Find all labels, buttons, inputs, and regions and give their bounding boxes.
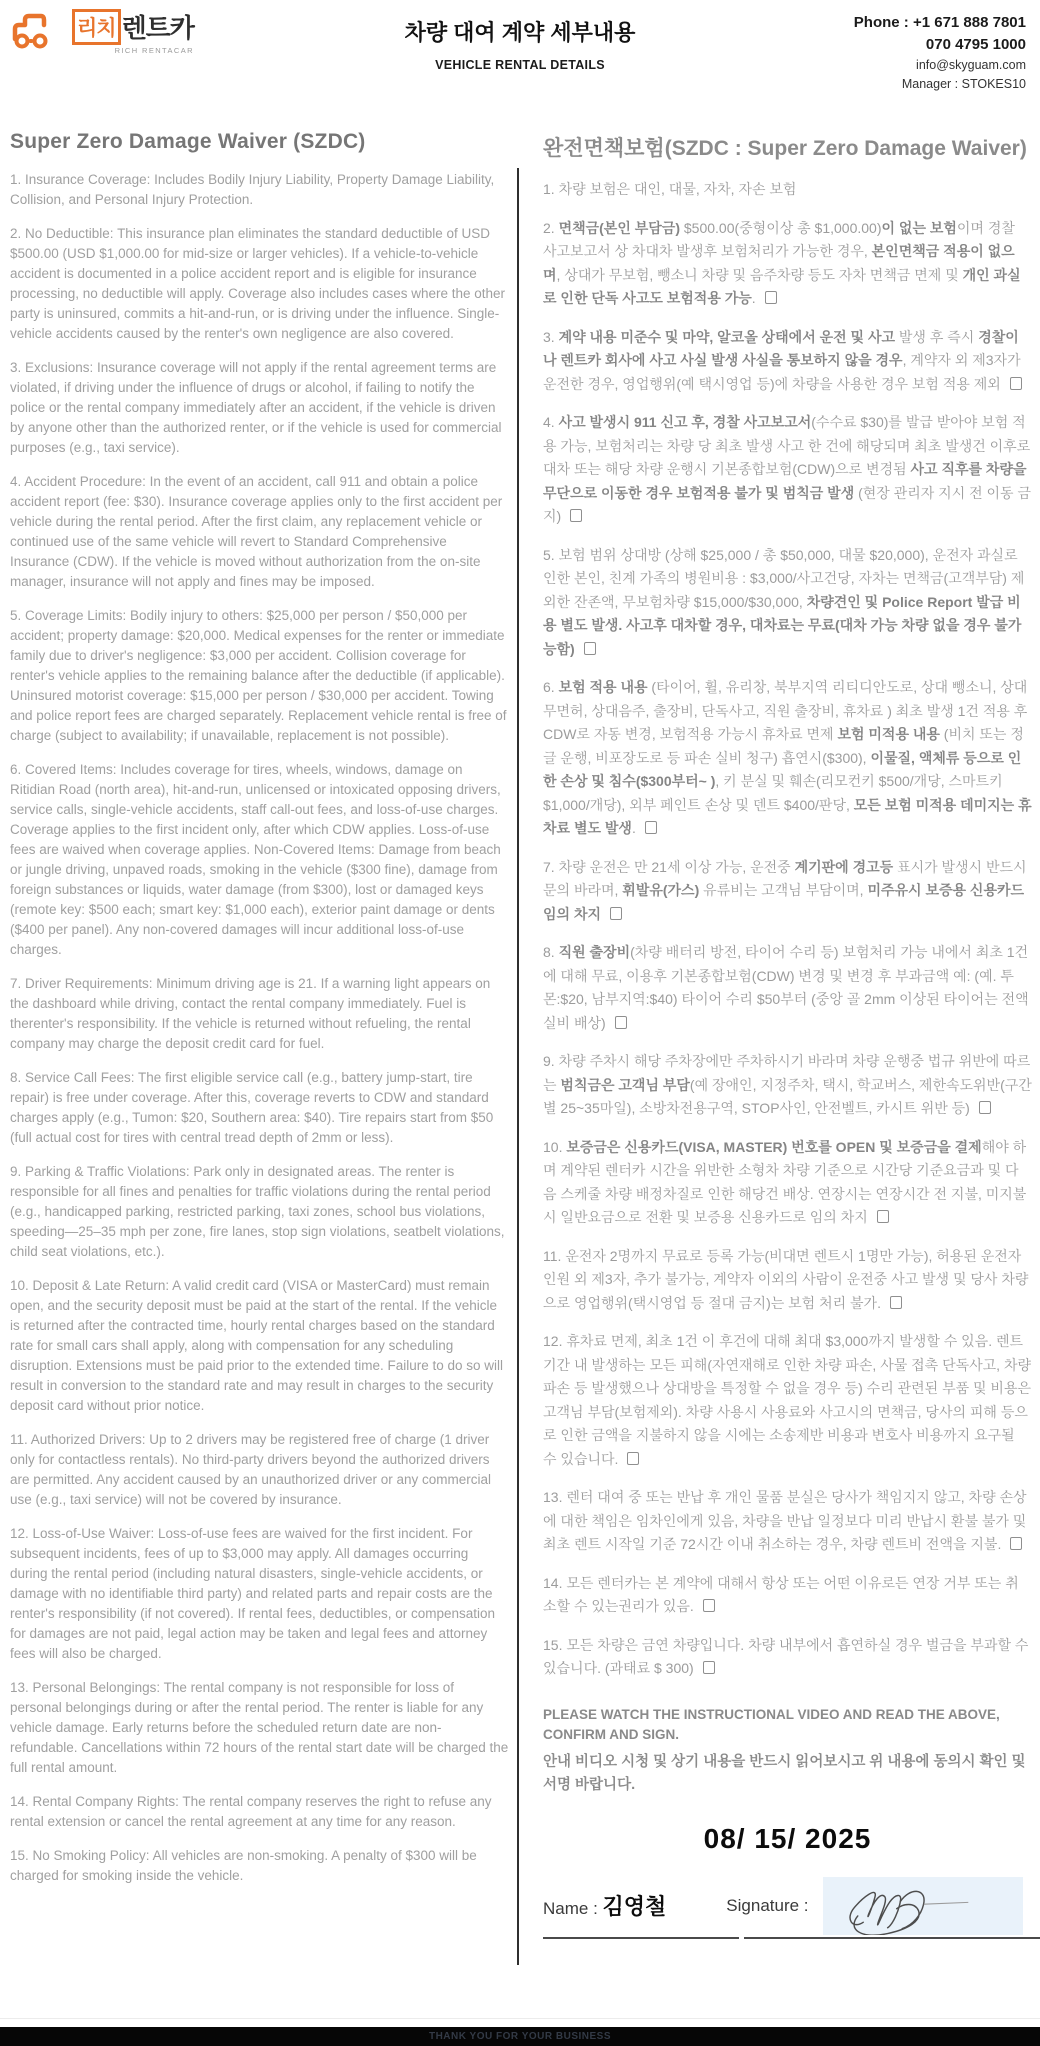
- body-text: 5. 보험 범위 상대방 (상해 $25,000 / 총 $50,000, 대물 $20,000), 운전자 과실로 인한 본인, 친계 가족의 병원비용 : $3,000/사고건당, 자차는 면책금(고객부담) 제외한 잔존액, 무보험차량 $15,000/$30,000,: [543, 546, 1025, 610]
- body-text: .: [631, 820, 640, 836]
- emphasized-text: 휘발유(가스): [622, 882, 700, 898]
- footer-hairline: [0, 2018, 1040, 2019]
- signature-label: Signature :: [726, 1895, 809, 1915]
- policy-paragraph-en: 6. Covered Items: Includes coverage for tires, wheels, windows, damage on Ritidian Road (north area), hit-and-run, unlicensed or intoxicated opposing drivers, service calls, single-vehicle accidents, staff call-out fees, and loss-of-use charges. Coverage applies to the first incident only, after which CDW applies. Loss-of-use fees are waived when coverage applies. Non-Covered Items: Damage from beach or jungle driving, unpaved roads, smoking in the vehicle ($300 fine), damage from foreign substances or liquids, water damage (from $300), lost or damaged keys (remote key: $500 each; smart key: $1,000 each), exterior paint damage or dents ($400 per panel). Any non-covered damages will incur additional loss-of-use charges.: [10, 762, 501, 957]
- policy-paragraph-ko: [543, 1330, 1032, 1471]
- name-label: Name :: [543, 1899, 603, 1918]
- body-text: 이며 경찰 사고보고서 상 차대차 발생후 보험처리가 가능한 경우,: [543, 219, 1015, 259]
- policy-paragraph-ko: [543, 1136, 1032, 1230]
- email-address: info@skyguam.com: [916, 58, 1026, 72]
- emphasized-text: 면책금(본인 부담금): [558, 219, 680, 236]
- policy-paragraph-en: 8. Service Call Fees: The first eligible service call (e.g., battery jump-start, tire repair) is free under coverage. After this, coverage reverts to CDW and standard charges apply (e.g., Tumon: $20, Southern area: $40). Tire repairs start from $50 (full actual cost for tires with central tread depth of 2mm or less).: [10, 1070, 494, 1145]
- agreement-checkbox[interactable]: [877, 1210, 889, 1223]
- policy-paragraph-ko: [543, 856, 1032, 927]
- body-text: (비치 또는 정글 운행, 비포장도로 등 파손 실비 청구) 흡연시($300),: [543, 726, 1024, 766]
- policy-paragraph-en: 15. No Smoking Policy: All vehicles are non-smoking. A penalty of $300 will be charged for smoking inside the vehicle.: [10, 1848, 477, 1883]
- phone-number-1: Phone : +1 671 888 7801: [853, 14, 1026, 31]
- body-text: , 계약자 외 제3자가 운전한 경우, 영업행위(예 택시영업 등)에 차량을 사용한 경우 보험 적용 제외: [543, 352, 1021, 392]
- contact-block: [854, 12, 1026, 94]
- emphasized-text: 범칙금은 고객님 부담: [560, 1076, 690, 1093]
- logo-subtitle: RICH RENTACAR: [114, 46, 194, 55]
- body-text: 9. 차량 주차시 해당 주차장에만 주차하시기 바라며 차량 운행중 법규 위반에 따르는: [543, 1053, 1031, 1093]
- emphasized-text: 직원 출장비: [558, 944, 631, 960]
- content-columns: [0, 100, 1040, 1965]
- emphasized-text: 본인면책금 적용이 없으며: [543, 243, 1015, 283]
- emphasized-text: 계기판에 경고등: [794, 858, 894, 875]
- agreement-checkbox[interactable]: [1010, 377, 1022, 390]
- policy-paragraph-en: 12. Loss-of-Use Waiver: Loss-of-use fees are waived for the first incident. For subsequent incidents, fees of up to $3,000 may apply. All damages occurring during the rental period (including natural disasters, single-vehicle accidents, or damage with no identifiable third party) and related parts and repair costs are the renter's responsibility (if not covered). If rental fees, deductibles, or compensation for damages are not paid, legal action may be taken and legal fees and attorney fees will also be charged.: [10, 1526, 496, 1661]
- body-text: $500.00(중형이상 총 $1,000.00): [679, 219, 882, 236]
- manager-name: Manager : STOKES10: [901, 77, 1026, 91]
- korean-section-heading: 완전면책보험(SZDC : Super Zero Damage Waiver): [543, 137, 1027, 160]
- body-text: (수수료 $30)를 발급 받아야 보험 적용 가능, 보험처리는 차량 당 최초 발생 사고 한 건에 해당되며 최초 발생건 이후로 대차 또는 해당 차량 운행시 기본종합보험(CDW)으로 변경됨: [543, 414, 1031, 477]
- renter-name-field: [543, 1890, 666, 1921]
- policy-paragraph-en: 13. Personal Belongings: The rental company is not responsible for loss of personal belongings during or after the rental period. The renter is liable for any vehicle damage. Early returns before the scheduled return date are non-refundable. Cancellations within 72 hours of the rental start date will be charged the full rental amount.: [10, 1680, 509, 1775]
- page-title-english: VEHICLE RENTAL DETAILS: [435, 58, 605, 72]
- emphasized-text: 보증금은 신용카드(VISA, MASTER) 번호를 OPEN 및 보증금을 결제: [566, 1138, 982, 1155]
- policy-paragraph-ko: [543, 411, 1032, 529]
- agreement-checkbox[interactable]: [1010, 1537, 1022, 1550]
- body-text: (예 장애인, 지정주차, 택시, 학교버스, 제한속도위반(구간별 25~35마일), 소방차전용구역, STOP사인, 안전벨트, 카시트 위반 등): [543, 1076, 1032, 1116]
- signature-scribble-icon: [823, 1877, 1023, 1935]
- emphasized-text: 모든 보험 미적용 데미지는 휴차료 별도 발생: [543, 796, 1032, 836]
- body-text: 14. 모든 렌터카는 본 계약에 대해서 항상 또는 어떤 이유로든 연장 거부 또는 취소할 수 있는권리가 있음.: [543, 1574, 1019, 1614]
- policy-paragraph-en: 9. Parking & Traffic Violations: Park only in designated areas. The renter is responsible for all fines and penalties for traffic violations during the rental period (e.g., handicapped parking, restricted parking, taxi zones, school bus violations, speeding—25–35 mph per zone, fire lanes, stop sign violations, seatbelt violations, child seat violations, etc.).: [10, 1164, 505, 1259]
- page-title-korean: 차량 대여 계약 세부내용: [404, 20, 636, 45]
- policy-paragraph-en: 11. Authorized Drivers: Up to 2 drivers may be registered free of charge (1 driver only for contactless rentals). No third-party drivers beyond the authorized drivers are permitted. Any accident caused by an unauthorized driver or any commercial use (e.g., taxi service) will not be covered by insurance.: [10, 1432, 491, 1507]
- footer-text: THANK YOU FOR YOUR BUSINESS: [428, 2031, 612, 2042]
- emphasized-text: 경찰이나 렌트카 회사에 사고 사실 발생 사실을 통보하지 않을 경우: [543, 328, 1019, 368]
- body-text: 2.: [543, 219, 559, 236]
- body-text: 해야 하며 계약된 렌터카 시간을 위반한 소형차 차량 기준으로 시간당 기준요금과 및 다음 스케줄 차량 배정차질로 인한 해당건 배상. 연장시는 연장시간 전 지불, 미지불 시 일반요금으로 전환 및 보증용 신용카드로 임의 차지: [543, 1138, 1027, 1225]
- body-text: (현장 관리자 지시 전 이동 금지): [543, 484, 1031, 524]
- policy-paragraph-ko: [543, 1634, 1032, 1681]
- signature-row: [543, 1877, 1032, 1935]
- agreement-checkbox[interactable]: [645, 821, 657, 834]
- policy-paragraph-ko: [543, 1486, 1032, 1557]
- body-text: 3.: [543, 328, 559, 345]
- body-text: , 키 분실 및 훼손(리모컨키 $500/개당, 스마트키 $1,000/개당), 외부 페인트 손상 및 덴트 $400/판당,: [543, 773, 1003, 813]
- body-text: 4.: [543, 414, 559, 430]
- agreement-checkbox[interactable]: [979, 1101, 991, 1114]
- policy-paragraph-ko: [543, 1050, 1032, 1121]
- body-text: [601, 906, 605, 922]
- name-underline: [543, 1937, 739, 1939]
- policy-paragraph-en: 7. Driver Requirements: Minimum driving age is 21. If a warning light appears on the dashboard while driving, contact the rental company immediately. Fuel is therenter's responsibility. If the vehicle is returned without refueling, the rental company may charge the deposit credit card for fuel.: [10, 976, 491, 1051]
- body-text: 6.: [543, 679, 559, 695]
- column-divider: [517, 168, 519, 1965]
- body-text: 8.: [543, 944, 559, 960]
- policy-paragraph-ko: [543, 941, 1032, 1035]
- emphasized-text: 이물질, 액체류 등으로 인한 손상 및 침수($300부터~ ): [543, 749, 1022, 789]
- policy-paragraph-en: 2. No Deductible: This insurance plan eliminates the standard deductible of USD $500.00 (USD $1,000.00 for mid-size or larger vehicles). If a vehicle-to-vehicle accident is documented in a police accident report and is eligible for insurance processing, no deductible will apply. Coverage also includes cases where the other party is uninsured, commits a hit-and-run, or is driving under the influence. Single-vehicle accidents caused by the renter's own negligence are also covered.: [10, 226, 506, 341]
- policy-paragraph-ko: [543, 178, 1032, 202]
- korean-terms-column: [531, 130, 1032, 1939]
- agreement-checkbox[interactable]: [615, 1016, 627, 1029]
- body-text: 10.: [543, 1138, 567, 1155]
- footer-bar: [0, 2027, 1040, 2046]
- policy-paragraph-ko: [543, 676, 1032, 841]
- signature-underlines: [543, 1937, 1032, 1939]
- policy-paragraph-en: 3. Exclusions: Insurance coverage will not apply if the rental agreement terms are violated, if driving under the influence of drugs or alcohol, if failing to notify the police or the rental company immediately after an accident, if the vehicle is driven by anyone other than the authorized renter, or if the vehicle is used for commercial purposes (e.g., taxi service).: [10, 360, 502, 455]
- body-text: 11. 운전자 2명까지 무료로 등록 가능(비대면 렌트시 1명만 가능), 허용된 운전자 인원 외 제3자, 추가 불가능, 계약자 이외의 사람이 운전중 사고 발생 및 당사 차량으로 영업행위(택시영업 등 절대 금지)는 보험 처리 불가.: [543, 1247, 1029, 1311]
- body-text: 발생 후 즉시: [895, 328, 979, 345]
- korean-paragraph-list: [543, 178, 1032, 1681]
- body-text: [575, 641, 579, 657]
- emphasized-text: 차량견인 및 Police Report 발급 비용 별도 발생. 사고후 대차할 경우, 대차료는 무료(대차 가능 차량 없을 경우 불가능함): [543, 593, 1022, 657]
- emphasized-text: 사고 직후를 차량을 무단으로 이동한 경우 보험적용 불가 및 범칙금 발생: [543, 461, 1027, 501]
- policy-paragraph-ko: [543, 217, 1032, 311]
- emphasized-text: 미주유시 보증용 신용카드 임의 차지: [543, 882, 1025, 922]
- policy-paragraph-ko: [543, 1572, 1032, 1619]
- body-text: , 상대가 무보험, 뺑소니 차량 및 음주차량 등도 자차 면책금 면제 및: [556, 266, 963, 283]
- body-text: 13. 렌터 대여 중 또는 반납 후 개인 물품 분실은 당사가 책임지지 않고, 차량 손상에 대한 책임은 임차인에게 있음, 차량을 반납 일정보다 미리 반납시 환불 불가 및 최초 렌트 시작일 기준 72시간 이내 취소하는 경우, 차량 렌트비 전액을 지불.: [543, 1489, 1027, 1552]
- policy-paragraph-en: 10. Deposit & Late Return: A valid credit card (VISA or MasterCard) must remain open, and the security deposit must be paid at the start of the rental. If the vehicle is returned after the contracted time, hourly rental charges based on the standard rate for small cars shall apply, along with compensation for any scheduling disruption. Extensions must be paid prior to the extended time. Failure to do so will result in conversion to the standard rate and may result in charges to the security deposit card without prior notice.: [10, 1278, 504, 1413]
- emphasized-text: 이 없는 보험: [881, 219, 957, 236]
- policy-paragraph-ko: [543, 326, 1032, 397]
- english-terms-column: [10, 130, 509, 1900]
- logo-korean-orange: 리치: [72, 9, 121, 45]
- english-section-heading: Super Zero Damage Waiver (SZDC): [10, 130, 366, 153]
- emphasized-text: 개인 과실로 인한 단독 사고도 보험적용 가능: [543, 266, 1021, 306]
- policy-paragraph-en: 4. Accident Procedure: In the event of an accident, call 911 and obtain a police accident report (fee: $30). Insurance coverage applies only to the first accident per vehicle during the rental period. After the first claim, any replacement vehicle or continued use of the same vehicle will revert to Standard Comprehensive Insurance (CDW). If the vehicle is moved without authorization from the on-site manager, insurance will not apply and fines may be imposed.: [10, 474, 503, 589]
- policy-paragraph-en: 14. Rental Company Rights: The rental company reserves the right to refuse any rental extension or cancel the rental agreement at any time for any reason.: [10, 1794, 492, 1829]
- body-text: (타이어, 휠, 유리창, 북부지역 리티디안도로, 상대 뺑소니, 상대 무면허, 상대음주, 출장비, 단독사고, 직원 출장비, 휴차료 ) 최초 발생 1건 적용 후 CDW로 자동 변경, 보험적용 가능시 휴차료 면제: [543, 679, 1028, 742]
- phone-number-2: 070 4795 1000: [925, 36, 1026, 53]
- contract-date: 08/ 15/ 2025: [703, 1822, 872, 1854]
- signature-underline: [744, 1937, 1040, 1939]
- signature-pad[interactable]: [823, 1877, 1023, 1935]
- body-text: 1. 차량 보험은 대인, 대물, 자차, 자손 보험: [543, 181, 797, 197]
- body-text: 유류비는 고객님 부담이며,: [699, 882, 868, 898]
- body-text: 15. 모든 차량은 금연 차량입니다. 차량 내부에서 흡연하실 경우 벌금을 부과할 수 있습니다. (과태료 $ 300): [543, 1636, 1029, 1676]
- emphasized-text: 사고 발생시 911 신고 후, 경찰 사고보고서: [558, 414, 812, 430]
- body-text: 12. 휴차료 면제, 최초 1건 이 후건에 대해 최대 $3,000까지 발생할 수 있음. 렌트 기간 내 발생하는 모든 피해(자연재해로 인한 차량 파손, 사물 접촉 단독사고, 차량 파손 등 발생했으나 상대방을 특정할 수 없을 경우 등) 수리 관련된 부품 및 비용은 고객님 부담(보험제외). 차량 사용시 사용료와 사고시의 면책금, 당사의 피해 등으로 인한 금액을 지불하지 않을 시에는 소송제반 비용과 변호사 비용까지 요구될 수 있습니다.: [543, 1333, 1031, 1467]
- agreement-checkbox[interactable]: [584, 642, 596, 655]
- agreement-checkbox[interactable]: [890, 1296, 902, 1309]
- agreement-checkbox[interactable]: [765, 291, 777, 304]
- body-text: .: [751, 290, 760, 306]
- header: [0, 0, 1040, 100]
- agreement-checkbox[interactable]: [610, 907, 622, 920]
- logo-korean-dark: 렌트카: [121, 13, 194, 43]
- agreement-checkbox[interactable]: [570, 509, 582, 522]
- emphasized-text: 계약 내용 미준수 및 마약, 알코올 상태에서 운전 및 사고: [558, 328, 896, 345]
- body-text: 표시가 발생시 반드시 문의 바라며,: [543, 858, 1027, 898]
- agreement-checkbox[interactable]: [703, 1599, 715, 1612]
- agreement-checkbox[interactable]: [703, 1661, 715, 1674]
- emphasized-text: 보험 적용 내용: [558, 679, 648, 695]
- policy-paragraph-en: 1. Insurance Coverage: Includes Bodily Injury Liability, Property Damage Liability, Collision, and Personal Injury Protection.: [10, 172, 495, 207]
- body-text: (차량 배터리 방전, 타이어 수리 등) 보험처리 가능 내에서 최초 1건에 대해 무료, 이용후 기본종합보험(CDW) 변경 및 변경 후 부과금액 예: (예. 투몬:$20, 남부지역:$40) 타이어 수리 $50부터 (중앙 골 2mm 이상된 타이어는 전액 실비 배상): [543, 944, 1029, 1031]
- policy-paragraph-ko: [543, 544, 1032, 662]
- emphasized-text: 보험 미적용 내용: [837, 726, 940, 742]
- body-text: 7. 차량 운전은 만 21세 이상 가능, 운전중: [543, 858, 795, 875]
- footer: [0, 2018, 1040, 2046]
- renter-name: 김영철: [602, 1894, 667, 1919]
- confirm-notice-korean: 안내 비디오 시청 및 상기 내용을 반드시 읽어보시고 위 내용에 동의시 확인 및 서명 바랍니다.: [543, 1753, 1026, 1793]
- agreement-checkbox[interactable]: [627, 1452, 639, 1465]
- confirm-notice-english: PLEASE WATCH THE INSTRUCTIONAL VIDEO AND READ THE ABOVE, CONFIRM AND SIGN.: [543, 1706, 1000, 1742]
- policy-paragraph-ko: [543, 1245, 1032, 1316]
- english-paragraph-list: [10, 170, 509, 1886]
- policy-paragraph-en: 5. Coverage Limits: Bodily injury to others: $25,000 per person / $50,000 per accident; property damage: $20,000. Medical expenses for the renter or immediate family due to driver's negligence: $3,000 per accident. Collision coverage for renter's vehicle applies to the remaining balance after the deductible (if applicable). Uninsured motorist coverage: $15,000 per person / $30,000 per accident. Towing and police report fees are charged separately. Replacement vehicle rental is free of charge (subject to availability; if unavailable, replacement is not possible).: [10, 608, 507, 743]
